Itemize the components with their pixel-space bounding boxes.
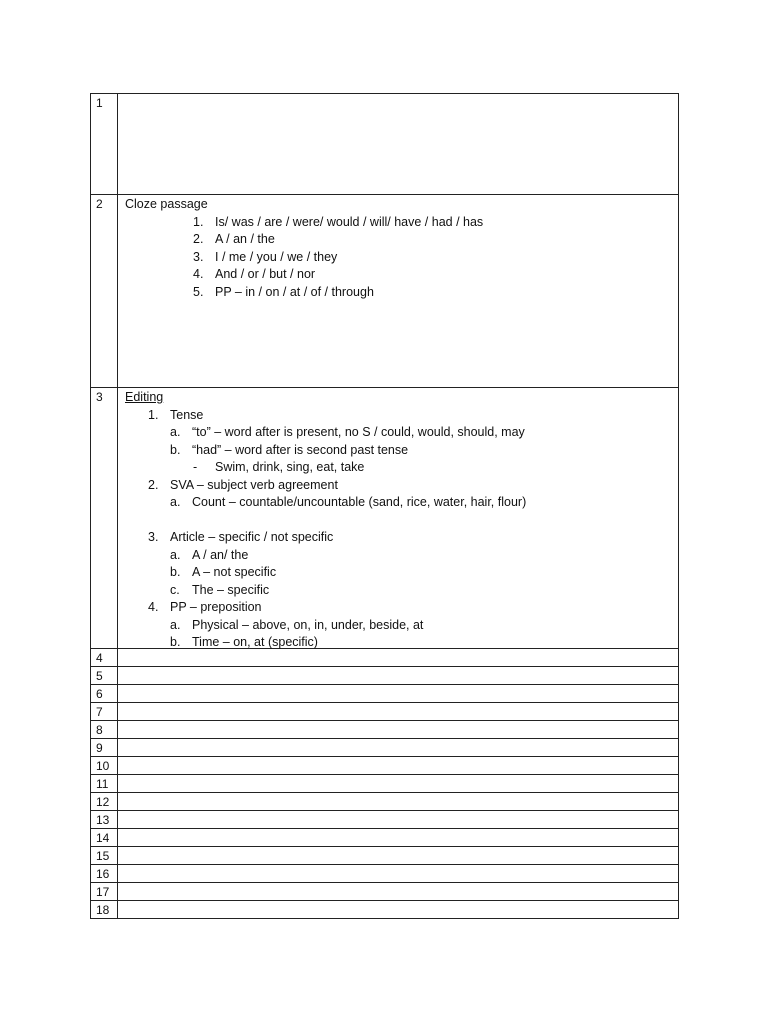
row-content [118, 685, 678, 702]
row-content [118, 94, 678, 194]
list-item: b. Time – on, at (specific) [170, 635, 318, 649]
row-content [118, 883, 678, 900]
row-number: 6 [91, 685, 118, 702]
list-item: - Swim, drink, sing, eat, take [193, 460, 365, 474]
list-item: b. “had” – word after is second past tense [170, 442, 409, 457]
row-number: 8 [91, 721, 118, 738]
list-item: c. The – specific [170, 582, 270, 597]
row-content [118, 829, 678, 846]
row-number: 11 [91, 775, 118, 792]
row-content [118, 775, 678, 792]
list-item: 3. I / me / you / we / they [193, 249, 338, 264]
row-content [118, 667, 678, 684]
row-number: 3 [91, 388, 118, 648]
row-content [118, 757, 678, 774]
table-row [91, 846, 678, 864]
row-number: 4 [91, 649, 118, 666]
row-content [118, 847, 678, 864]
list-item: a. “to” – word after is present, no S / could, would, should, may [170, 425, 525, 439]
row-number: 2 [91, 195, 118, 387]
table-row [91, 720, 678, 738]
list-item: 2. A / an / the [193, 232, 275, 246]
list-item: 2. SVA – subject verb agreement [148, 477, 338, 492]
table-row [91, 648, 678, 666]
row-number: 14 [91, 829, 118, 846]
list-item: a. Physical – above, on, in, under, beside, at [170, 617, 424, 632]
row-number: 17 [91, 883, 118, 900]
row-number: 5 [91, 667, 118, 684]
row-content [118, 721, 678, 738]
table-row [91, 702, 678, 720]
notes-table [90, 93, 679, 919]
table-row [91, 94, 678, 194]
row-number: 12 [91, 793, 118, 810]
table-row [91, 864, 678, 882]
table-row [91, 792, 678, 810]
row-number: 1 [91, 94, 118, 194]
table-row [91, 756, 678, 774]
table-row [91, 684, 678, 702]
row-content [118, 649, 678, 666]
table-row [91, 194, 678, 387]
list-item: 1. Tense [148, 407, 204, 422]
table-row [91, 666, 678, 684]
row-content [118, 901, 678, 918]
row-number: 9 [91, 739, 118, 756]
list-item: a. A / an/ the [170, 547, 249, 562]
row-number: 13 [91, 811, 118, 828]
list-item: b. A – not specific [170, 565, 277, 579]
blank-line [125, 512, 678, 530]
cloze-passage-section [118, 195, 678, 387]
row-number: 18 [91, 901, 118, 918]
row-number: 16 [91, 865, 118, 882]
list-item: a. Count – countable/uncountable (sand, rice, water, hair, flour) [170, 495, 527, 509]
section-title: Editing [125, 390, 164, 404]
row-number: 15 [91, 847, 118, 864]
list-item: 3. Article – specific / not specific [148, 530, 334, 544]
editing-section [118, 388, 678, 648]
row-content [118, 811, 678, 828]
table-row [91, 882, 678, 900]
row-content [118, 865, 678, 882]
table-row [91, 738, 678, 756]
section-title: Cloze passage [125, 197, 208, 211]
table-row [91, 900, 678, 918]
table-row [91, 387, 678, 648]
list-item: 4. PP – preposition [148, 600, 262, 614]
table-row [91, 828, 678, 846]
table-row [91, 810, 678, 828]
row-number: 10 [91, 757, 118, 774]
table-row [91, 774, 678, 792]
row-content [118, 703, 678, 720]
list-item: 1. Is/ was / are / were/ would / will/ have / had / has [193, 214, 484, 229]
row-number: 7 [91, 703, 118, 720]
row-content [118, 793, 678, 810]
list-item: 4. And / or / but / nor [193, 267, 316, 281]
list-item: 5. PP – in / on / at / of / through [193, 284, 374, 299]
row-content [118, 739, 678, 756]
